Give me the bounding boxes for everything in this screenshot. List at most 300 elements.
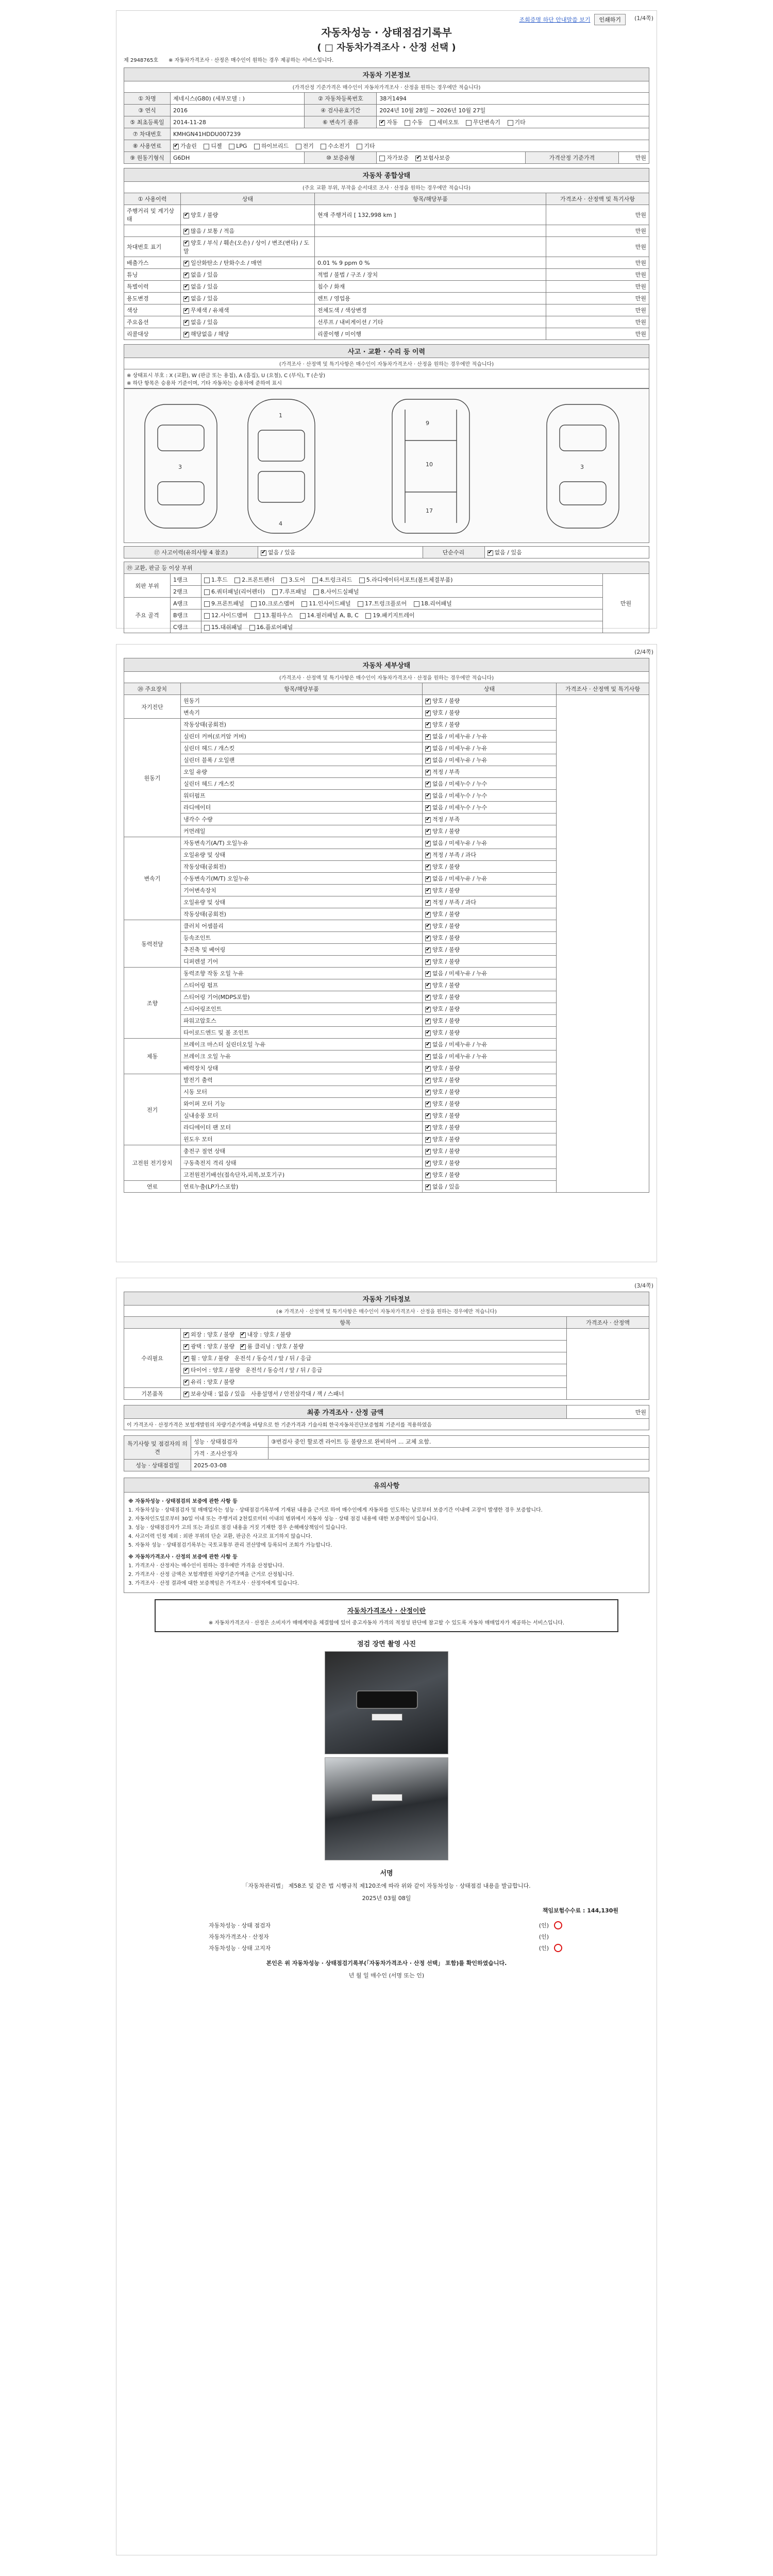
detail-item-state xyxy=(423,754,557,766)
detail-item-state xyxy=(423,920,557,932)
sign-date: 2025년 03월 08일 xyxy=(362,1895,411,1902)
detail-state-checkbox[interactable] xyxy=(425,912,431,918)
overall-state-table xyxy=(124,168,649,340)
detail-item-state xyxy=(423,1169,557,1181)
top-links xyxy=(519,14,626,25)
detail-item-state xyxy=(423,1074,557,1086)
detail-state-text: 양호 / 불량 xyxy=(432,709,460,716)
detail-item-label: 동력조향 작동 오일 누유 xyxy=(181,968,423,979)
inspection-photo-rear xyxy=(325,1757,448,1860)
detail-state-checkbox[interactable] xyxy=(425,710,431,716)
signer-row: 자동차성능 · 상태 점검자 (인) xyxy=(206,1920,567,1931)
part-checkbox[interactable] xyxy=(365,613,371,619)
etc-checkbox[interactable] xyxy=(183,1356,189,1362)
photo-header: 점검 장면 촬영 사진 xyxy=(357,1640,416,1648)
guide2-header: ※ 자동차가격조사 · 산정의 보증에 관한 사항 등 xyxy=(128,1554,238,1560)
period-label: ④ 검사유효기간 xyxy=(305,105,377,116)
detail-item-state xyxy=(423,814,557,825)
detail-item-label: 작동상태(공회전) xyxy=(181,908,423,920)
detail-state-text: 적정 / 부족 / 과다 xyxy=(432,899,477,906)
state-col-usage: ① 사용이력 xyxy=(124,193,181,205)
detail-state-checkbox[interactable] xyxy=(425,983,431,989)
accident-history-options: ✔ 없음 / 있음 xyxy=(258,547,423,558)
detail-item-state xyxy=(423,1098,557,1110)
detail-state-text: 양호 / 불량 xyxy=(432,863,460,870)
detail-item-label: 등속조인트 xyxy=(181,932,423,944)
detail-item-state xyxy=(423,719,557,731)
guide1-item: 3. 성능 · 상태점검자가 고의 또는 과실로 점검 내용을 거짓 기재한 경우 손해배상책임이 있습니다. xyxy=(128,1525,347,1531)
year-value: 2016 xyxy=(171,105,305,116)
detail-state-text: 없음 / 미세누유 / 누유 xyxy=(432,840,488,846)
simple-repair-options: ✔ 없음 / 있음 xyxy=(484,547,649,558)
detail-item-label: 라디에이터 팬 모터 xyxy=(181,1122,423,1133)
etc-row: ✔유리 : 양호 / 불량 xyxy=(124,1376,649,1388)
detail-state-checkbox[interactable] xyxy=(425,853,431,858)
detail-state-text: 양호 / 불량 xyxy=(432,698,460,704)
rank1-label: 1랭크 xyxy=(171,574,201,586)
detail-col-device: ⑳ 주요장치 xyxy=(124,683,181,695)
state-checkbox[interactable] xyxy=(183,332,189,337)
detail-item-state xyxy=(423,695,557,707)
state-checkbox[interactable] xyxy=(183,308,189,314)
fuel-hybrid-checkbox[interactable] xyxy=(254,144,260,149)
trans-manual-checkbox[interactable] xyxy=(405,120,410,126)
detail-item-label: 브레이크 오일 누유 xyxy=(181,1050,423,1062)
detail-state-text: 없음 / 미세누유 / 누유 xyxy=(432,1053,488,1060)
detail-state-checkbox[interactable] xyxy=(425,1137,431,1143)
etc-col-item: 항목 xyxy=(124,1317,567,1329)
detail-state-text: 양호 / 불량 xyxy=(432,1172,460,1178)
detail-state-checkbox[interactable] xyxy=(425,1113,431,1119)
rankC-label: C랭크 xyxy=(171,621,201,633)
fuel-diesel-checkbox[interactable] xyxy=(204,144,209,149)
basic-info-header: 자동차 기본정보 xyxy=(124,68,649,81)
detail-state-checkbox[interactable] xyxy=(425,1173,431,1178)
etc-checkbox[interactable] xyxy=(183,1344,189,1350)
notice-title: 자동차가격조사 · 산정이란 xyxy=(347,1607,426,1615)
state-row: 리콜대상 ✔ 해당없음 / 해당 리콜이행 / 미이행 만원 xyxy=(124,328,649,340)
trans-auto-checkbox[interactable] xyxy=(379,120,385,126)
detail-state-text: 없음 / 미세누유 / 누유 xyxy=(432,875,488,882)
detail-item-label: 연료누출(LP가스포함) xyxy=(181,1181,423,1193)
etc-row: ✔타이어 : 양호 / 불량 운전석 / 동승석 / 앞 / 뒤 / 응급 xyxy=(124,1364,649,1376)
special-notes-label: 특기사항 및 점검자의 의견 xyxy=(124,1436,191,1460)
first-reg-label: ⑤ 최초등록일 xyxy=(124,116,171,128)
part-checkbox[interactable] xyxy=(312,578,318,583)
detail-item-state xyxy=(423,837,557,849)
detail-state-text: 없음 / 미세누유 / 누유 xyxy=(432,733,488,740)
etc-checkbox[interactable] xyxy=(240,1344,246,1350)
detail-item-label: 구동축전지 격리 상태 xyxy=(181,1157,423,1169)
part-checkbox[interactable] xyxy=(204,589,210,595)
detail-state-checkbox[interactable] xyxy=(425,1042,431,1048)
state-row: 특별이력 ✔ 없음 / 있음 침수 / 화재 만원 xyxy=(124,281,649,293)
detail-item-state xyxy=(423,802,557,814)
detail-state-checkbox[interactable] xyxy=(425,936,431,941)
detail-state-checkbox[interactable] xyxy=(425,817,431,823)
trans-etc-checkbox[interactable] xyxy=(508,120,513,126)
detail-state-text: 적정 / 부족 / 과다 xyxy=(432,852,477,858)
document-title: 자동차성능 · 상태점검기록부 xyxy=(321,26,452,39)
inspect-date-value: 2025-03-08 xyxy=(191,1460,649,1471)
rankB-label: B랭크 xyxy=(171,609,201,621)
etc-info-header: 자동차 기타정보 xyxy=(124,1292,649,1306)
etc-row: 기본품목 ✔ 보유상태 : 없음 / 있음 사용설명서 / 안전삼각대 / 잭 / 스패너 xyxy=(124,1388,649,1400)
detail-item-label: 변속기 xyxy=(181,707,423,719)
state-row: 차대번호 표기 ✔양호 / 부식 / 훼손(오손) / 상이 / 변조(변타) / 도말 만원 xyxy=(124,237,649,257)
detail-item-state xyxy=(423,885,557,896)
document-number: 제 2948765호 xyxy=(124,58,159,63)
detail-col-item: 항목/해당부품 xyxy=(181,683,423,695)
detail-state-checkbox[interactable] xyxy=(425,971,431,977)
state-row: ✔많음 / 보통 / 적음 만원 xyxy=(124,225,649,237)
detail-item-label: 자동변속기(A/T) 오일누유 xyxy=(181,837,423,849)
part-checkbox[interactable] xyxy=(204,578,210,583)
part-checkbox[interactable] xyxy=(204,625,210,631)
detail-item-label: 실내송풍 모터 xyxy=(181,1110,423,1122)
svg-text:4: 4 xyxy=(279,520,282,527)
special-notes-table xyxy=(124,1435,649,1471)
detail-item-state xyxy=(423,1133,557,1145)
detail-item-label: 와이퍼 모터 기능 xyxy=(181,1098,423,1110)
detail-state-text: 양호 / 불량 xyxy=(432,1089,460,1095)
detail-item-state xyxy=(423,766,557,778)
detail-state-checkbox[interactable] xyxy=(425,782,431,787)
detail-group-label: 고전원 전기장치 xyxy=(124,1145,181,1181)
detail-state-checkbox[interactable] xyxy=(425,1007,431,1012)
accident-header: 사고 · 교환 · 수리 등 이력 xyxy=(124,345,649,358)
etc-row: 수리필요 ✔외장 : 양호 / 불량 ✔ 내장 : 양호 / 불량 xyxy=(124,1329,649,1341)
notice-text: ※ 자동차가격조사 · 산정은 소비자가 매매계약을 체결함에 있어 중고자동차 가격의 적정성 판단에 참고할 수 있도록 자동차 매매업자가 제공하는 서비스입니다. xyxy=(208,1620,565,1626)
part-checkbox[interactable] xyxy=(414,601,419,607)
detail-state-text: 양호 / 불량 xyxy=(432,946,460,953)
state-checkbox[interactable] xyxy=(183,229,189,234)
trans-semi-checkbox[interactable] xyxy=(430,120,435,126)
detail-item-state xyxy=(423,1062,557,1074)
simple-repair-label: 단순수리 xyxy=(423,547,484,558)
trans-cvt-checkbox[interactable] xyxy=(466,120,472,126)
reg-no-label: ② 자동차등록번호 xyxy=(305,93,377,105)
print-button[interactable]: 인쇄하기 xyxy=(594,14,626,25)
detail-state-checkbox[interactable] xyxy=(425,865,431,870)
part-checkbox[interactable] xyxy=(255,613,260,619)
detail-state-checkbox[interactable] xyxy=(425,770,431,775)
detail-item-state xyxy=(423,861,557,873)
final-price-table xyxy=(124,1405,649,1430)
part-checkbox[interactable] xyxy=(204,613,210,619)
detail-item-label: 커먼레일 xyxy=(181,825,423,837)
signer-row: 자동차성능 · 상태 고지자 (인) xyxy=(206,1942,567,1954)
detail-state-text: 적정 / 부족 xyxy=(432,816,460,823)
detail-group-label: 변속기 xyxy=(124,837,181,920)
detail-item-state xyxy=(423,1110,557,1122)
record-page-2 xyxy=(116,644,657,1262)
detail-item-label: 실린더 헤드 / 개스킷 xyxy=(181,742,423,754)
guide-link[interactable]: 조회증명 하단 안내말씀 보기 xyxy=(519,16,591,23)
state-checkbox[interactable] xyxy=(183,320,189,326)
final-price-unit: 만원 xyxy=(567,1405,649,1419)
detail-group-label: 자기진단 xyxy=(124,695,181,719)
detail-item-state xyxy=(423,979,557,991)
rankC-items: 15.대쉬패널 16.플로어패널 xyxy=(201,621,603,633)
state-checkbox[interactable] xyxy=(183,296,189,302)
state-checkbox[interactable] xyxy=(183,241,189,246)
guide1-item: 2. 자동차인도일로부터 30일 이내 또는 주행거리 2천킬로미터 이내의 범위에서 자동차 성능 · 상태 점검 내용에 대한 보증책임이 있습니다. xyxy=(128,1516,439,1522)
document-number-note: ※ 자동차가격조사 · 산정은 매수인이 원하는 경우 제공하는 서비스입니다. xyxy=(169,58,334,63)
detail-item-state xyxy=(423,1157,557,1169)
detail-state-text: 없음 / 미세누수 / 누수 xyxy=(432,804,488,811)
etc-row: ✔휠 : 양호 / 불량 운전석 / 동승석 / 앞 / 뒤 / 응급 xyxy=(124,1352,649,1364)
detail-item-label: 발전기 출력 xyxy=(181,1074,423,1086)
etc-checkbox[interactable] xyxy=(183,1368,189,1374)
detail-item-label: 실린더 헤드 / 개스킷 xyxy=(181,778,423,790)
part-checkbox[interactable] xyxy=(249,625,255,631)
year-label: ③ 연식 xyxy=(124,105,171,116)
detail-state-text: 양호 / 불량 xyxy=(432,994,460,1001)
fuel-lpg-checkbox[interactable] xyxy=(229,144,234,149)
detail-item-state xyxy=(423,896,557,908)
part-checkbox[interactable] xyxy=(300,613,306,619)
detail-item-state xyxy=(423,1027,557,1039)
part-checkbox[interactable] xyxy=(251,601,257,607)
detail-item-label: 실린더 블록 / 오일팬 xyxy=(181,754,423,766)
detail-state-checkbox[interactable] xyxy=(425,746,431,752)
seal-stamp-icon xyxy=(554,1921,562,1929)
detail-state-text: 양호 / 불량 xyxy=(432,1112,460,1119)
signers-table xyxy=(206,1920,567,1954)
detail-item-label: 배력장치 상태 xyxy=(181,1062,423,1074)
first-reg-value: 2014-11-28 xyxy=(171,116,305,128)
etc-checkbox[interactable] xyxy=(183,1380,189,1385)
detail-item-label: 시동 모터 xyxy=(181,1086,423,1098)
state-row: 배출가스 ✔ 일산화탄소 / 탄화수소 / 매연 0.01 % 9 ppm 0 % 만원 xyxy=(124,257,649,269)
state-checkbox[interactable] xyxy=(183,273,189,278)
trans-label: ⑥ 변속기 종류 xyxy=(305,116,377,128)
detail-item-state xyxy=(423,873,557,885)
state-row: 주행거리 및 계기상태 ✔양호 / 불량 현재 주행거리 [ 132,998 km ] 만원 xyxy=(124,205,649,225)
detail-item-label: 디퍼렌셜 기어 xyxy=(181,956,423,968)
part-checkbox[interactable] xyxy=(281,578,287,583)
detail-item-label: 라디에이터 xyxy=(181,802,423,814)
overall-state-header: 자동차 종합상태 xyxy=(124,168,649,182)
guide1-item: 1. 자동차성능 · 상태점검자 및 매매업자는 성능 · 상태점검기록부에 기재된 내용을 근거로 하여 매수인에게 자동차를 인도하는 날로부터 보증기간 이내에 고장이 발생한 경우 보증합니다. xyxy=(128,1507,543,1513)
guide1-item: 5. 자동차 성능 · 상태점검기록부는 국토교통부 관리 전산망에 등록되어 조회가 가능합니다. xyxy=(128,1543,332,1548)
detail-item-state xyxy=(423,825,557,837)
warranty-self-checkbox[interactable] xyxy=(379,156,385,161)
detail-state-text: 양호 / 불량 xyxy=(432,1077,460,1083)
accident-history-label: ⑰ 사고이력(유의사항 4 참조) xyxy=(124,547,258,558)
detail-item-state xyxy=(423,991,557,1003)
state-checkbox[interactable] xyxy=(183,284,189,290)
seal-stamp-icon xyxy=(554,1944,562,1952)
part-checkbox[interactable] xyxy=(204,601,210,607)
detail-state-checkbox[interactable] xyxy=(425,924,431,929)
detail-item-label: 파워고압호스 xyxy=(181,1015,423,1027)
part-checkbox[interactable] xyxy=(272,589,278,595)
part-checkbox[interactable] xyxy=(301,601,307,607)
detail-state-checkbox[interactable] xyxy=(425,805,431,811)
detail-item-label: 수동변속기(M/T) 오일누유 xyxy=(181,873,423,885)
inspection-photo-front xyxy=(325,1651,448,1754)
guide-header: 유의사항 xyxy=(124,1478,649,1493)
detail-state-checkbox[interactable] xyxy=(425,947,431,953)
detail-state-text: 양호 / 불량 xyxy=(432,1029,460,1036)
detail-item-state xyxy=(423,1145,557,1157)
page-number: (1/4쪽) xyxy=(634,15,653,22)
detail-group-label: 제동 xyxy=(124,1039,181,1074)
detail-state-checkbox[interactable] xyxy=(425,1019,431,1024)
fuel-electric-checkbox[interactable] xyxy=(296,144,301,149)
detail-state-text: 양호 / 불량 xyxy=(432,721,460,728)
basic-info-note: (가격산정 기준가격은 매수인이 자동차가격조사 · 산정을 원하는 경우에만 적습니다) xyxy=(124,81,649,93)
guide2-item: 2. 가격조사 · 산정 금액은 보험개발원 차량기준가액을 근거로 산정됩니다. xyxy=(128,1572,294,1578)
detail-price-cell xyxy=(557,695,649,1193)
detail-state-text: 없음 / 미세누수 / 누수 xyxy=(432,792,488,799)
detail-state-text: 양호 / 불량 xyxy=(432,1018,460,1024)
fee-line: 책임보험수수료 : 144,130원 xyxy=(542,1907,618,1914)
trans-options: ✔ 자동 수동 세미오토 무단변속기 기타 xyxy=(377,116,649,128)
detail-state-text: 양호 / 불량 xyxy=(432,1136,460,1143)
detail-item-label: 냉각수 수량 xyxy=(181,814,423,825)
fuel-label: ⑧ 사용연료 xyxy=(124,140,171,152)
final-price-header: 최종 가격조사 · 산정 금액 xyxy=(124,1405,567,1419)
detail-item-state xyxy=(423,932,557,944)
detail-state-checkbox[interactable] xyxy=(425,876,431,882)
fuel-options: ✔ 가솔린 디젤 LPG 하이브리드 전기 수소전기 기타 xyxy=(171,140,649,152)
detail-item-label: 오일유량 및 상태 xyxy=(181,896,423,908)
document-subtitle: ( □ 자동차가격조사 · 산정 선택 ) xyxy=(317,42,456,53)
detail-state-checkbox[interactable] xyxy=(425,829,431,835)
etc-row: ✔광택 : 양호 / 불량 ✔ 룸 클리닝 : 양호 / 불량 xyxy=(124,1341,649,1352)
guide1-item: 4. 사고이력 인정 제외 : 외판 부위의 단순 교환, 판금은 사고로 표기하지 않습니다. xyxy=(128,1534,312,1539)
outer-panel-label: 외판 부위 xyxy=(124,574,171,598)
detail-state-checkbox[interactable] xyxy=(425,722,431,728)
accident-none-checkbox[interactable] xyxy=(261,550,266,556)
detail-state-text: 양호 / 불량 xyxy=(432,887,460,894)
state-checkbox[interactable] xyxy=(183,213,189,218)
state-checkbox[interactable] xyxy=(183,261,189,266)
fuel-etc-checkbox[interactable] xyxy=(357,144,362,149)
detail-state-checkbox[interactable] xyxy=(425,1125,431,1131)
detail-state-checkbox[interactable] xyxy=(425,959,431,965)
inspector-opinion: ③번검사 중인 할로겐 라이트 등 불량으로 완비하여 ... 교체 요함. xyxy=(268,1436,649,1448)
detail-item-label: 윈도우 모터 xyxy=(181,1133,423,1145)
simple-repair-checkbox[interactable] xyxy=(488,550,493,556)
detail-state-checkbox[interactable] xyxy=(425,1161,431,1166)
detail-state-text: 양호 / 불량 xyxy=(432,923,460,929)
car-diagram xyxy=(124,388,649,543)
detail-item-state xyxy=(423,1015,557,1027)
detail-item-state xyxy=(423,778,557,790)
detail-state-checkbox[interactable] xyxy=(425,1030,431,1036)
detail-item-label: 클러치 어셈블리 xyxy=(181,920,423,932)
detail-state-checkbox[interactable] xyxy=(425,699,431,704)
warranty-insurer-checkbox[interactable] xyxy=(415,156,421,161)
buyer-sign-line: 년 월 일 매수인 (서명 또는 인) xyxy=(348,1972,425,1979)
detail-state-table xyxy=(124,658,649,1193)
detail-col-price: 가격조사 · 산정액 및 특기사항 xyxy=(557,683,649,695)
etc-checkbox[interactable] xyxy=(183,1392,189,1397)
detail-state-checkbox[interactable] xyxy=(425,1090,431,1095)
svg-text:17: 17 xyxy=(426,507,433,514)
part-checkbox[interactable] xyxy=(234,578,240,583)
etc-checkbox[interactable] xyxy=(240,1332,246,1338)
detail-state-text: 양호 / 불량 xyxy=(432,935,460,941)
detail-item-label: 브레이크 마스터 실린더오일 누유 xyxy=(181,1039,423,1050)
final-price-note: 이 가격조사 · 산정가격은 보험개발원의 차량기준가액을 바탕으로 한 기준가격과 기술사회 한국자동차진단보증협회 기준서를 적용하였음 xyxy=(124,1419,649,1430)
detail-state-checkbox[interactable] xyxy=(425,995,431,1001)
part-checkbox[interactable] xyxy=(313,589,319,595)
fuel-gasoline-checkbox[interactable] xyxy=(173,144,179,149)
exterior-header: ⑲ 교환, 판금 등 이상 부위 xyxy=(124,562,649,574)
detail-item-state xyxy=(423,1050,557,1062)
detail-state-checkbox[interactable] xyxy=(425,1066,431,1072)
detail-item-label: 실린더 커버(로커암 커버) xyxy=(181,731,423,742)
detail-item-state xyxy=(423,956,557,968)
etc-checkbox[interactable] xyxy=(183,1332,189,1338)
guide1-header: ※ 자동차성능 · 상태점검의 보증에 관한 사항 등 xyxy=(128,1499,238,1504)
detail-state-checkbox[interactable] xyxy=(425,888,431,894)
state-col-state: 상태 xyxy=(181,193,315,205)
detail-item-label: 스티어링 펌프 xyxy=(181,979,423,991)
part-checkbox[interactable] xyxy=(358,601,363,607)
detail-state-checkbox[interactable] xyxy=(425,1054,431,1060)
part-checkbox[interactable] xyxy=(359,578,365,583)
accident-table xyxy=(124,344,649,388)
detail-item-label: 기어변속장치 xyxy=(181,885,423,896)
detail-item-state xyxy=(423,742,557,754)
vin-value: KMHGN41HDDU007239 xyxy=(171,128,649,140)
price-inspector-label: 가격 · 조사산정자 xyxy=(191,1448,268,1460)
detail-state-text: 적정 / 부족 xyxy=(432,769,460,775)
accident-legend: ※ 상태표시 부호 : X (교환), W (판금 또는 용접), A (흠집), U (요철), C (부식), T (손상) ※ 하단 항목은 승용차 기준이며, 기타 자동차는 승용차에 준하여 표시 xyxy=(124,369,649,388)
detail-state-text: 양호 / 불량 xyxy=(432,911,460,918)
detail-state-text: 없음 / 미세누유 / 누유 xyxy=(432,970,488,977)
signer-row: 자동차가격조사 · 산정자 (인) xyxy=(209,1934,549,1940)
warranty-options: 자가보증 ✔ 보험사보증 xyxy=(377,152,525,164)
detail-item-state xyxy=(423,1003,557,1015)
detail-item-label: 고전원전기배선(접속단자,피복,보호기구) xyxy=(181,1169,423,1181)
detail-state-checkbox[interactable] xyxy=(425,734,431,740)
detail-item-label: 타이로드엔드 및 볼 조인트 xyxy=(181,1027,423,1039)
detail-state-checkbox[interactable] xyxy=(425,841,431,846)
sign-header: 서명 xyxy=(380,1870,393,1877)
detail-state-checkbox[interactable] xyxy=(425,1149,431,1155)
sign-note: 「자동차관리법」 제58조 및 같은 법 시행규칙 제120조에 따라 위와 같이 자동차성능 · 상태점검 내용을 발급합니다. xyxy=(242,1883,531,1889)
guide2-item: 1. 가격조사 · 산정자는 매수인이 원하는 경우에만 가격을 산정합니다. xyxy=(128,1563,284,1569)
detail-state-text: 없음 / 미세누유 / 누유 xyxy=(432,1041,488,1048)
detail-item-label: 스티어링조인트 xyxy=(181,1003,423,1015)
rank2-label: 2랭크 xyxy=(171,586,201,598)
detail-item-state xyxy=(423,968,557,979)
page-number: (3/4쪽) xyxy=(634,1282,653,1289)
detail-group-label: 전기 xyxy=(124,1074,181,1145)
state-row: 주요옵션 ✔ 없음 / 있음 선루프 / 내비게이션 / 기타 만원 xyxy=(124,316,649,328)
detail-state-checkbox[interactable] xyxy=(425,1184,431,1190)
detail-state-checkbox[interactable] xyxy=(425,900,431,906)
rankA-label: A랭크 xyxy=(171,598,201,609)
price-base-unit: 만원 xyxy=(619,152,649,164)
fuel-hydrogen-checkbox[interactable] xyxy=(321,144,326,149)
detail-state-checkbox[interactable] xyxy=(425,1078,431,1083)
detail-state-checkbox[interactable] xyxy=(425,758,431,764)
detail-state-checkbox[interactable] xyxy=(425,793,431,799)
detail-item-state xyxy=(423,944,557,956)
price-unit: 만원 xyxy=(603,574,649,633)
detail-state-checkbox[interactable] xyxy=(425,1101,431,1107)
period-value: 2024년 10월 28일 ~ 2026년 10월 27일 xyxy=(377,105,649,116)
detail-state-text: 없음 / 있음 xyxy=(432,1183,460,1190)
